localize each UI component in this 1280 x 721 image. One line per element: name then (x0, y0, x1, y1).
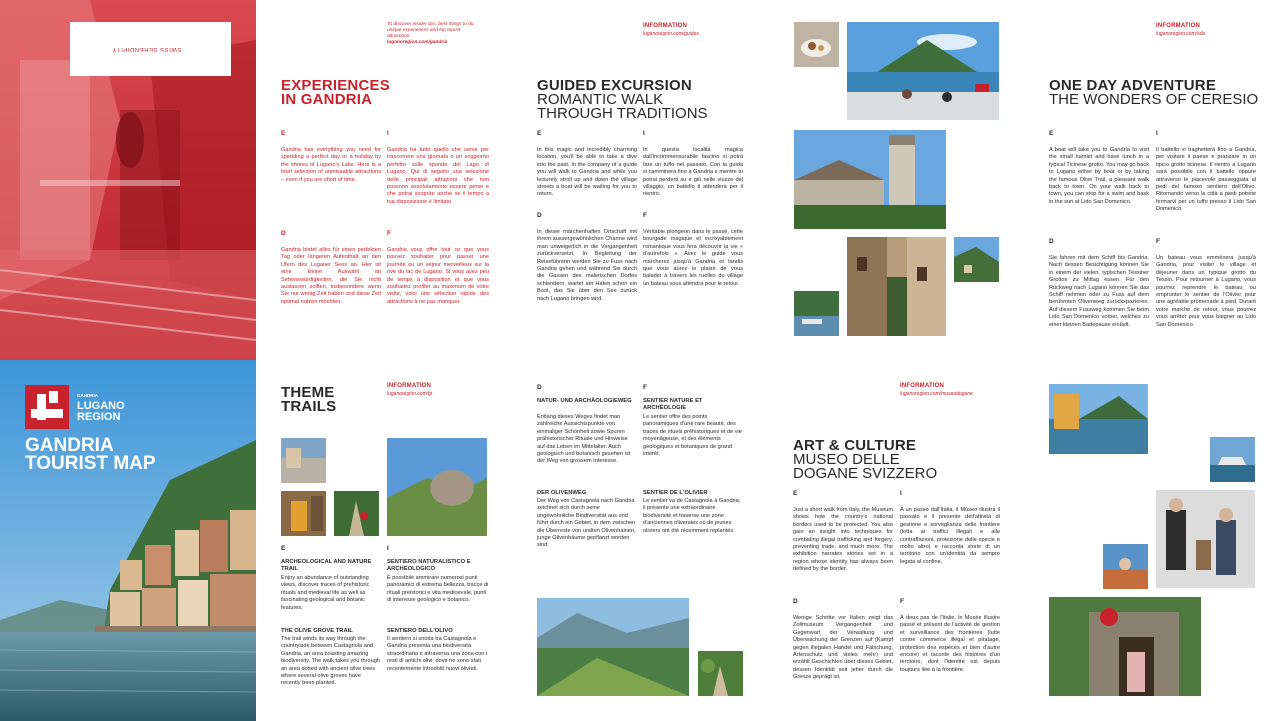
theme-d-h2: DER OLIVENWEG (537, 490, 587, 496)
adventure-info-link[interactable]: luganoregion.com/sda (1156, 31, 1206, 37)
adventure-f-text: Un bateau vous emmènera jusqu'à Gandria, pour visiter le village et déjeuner dans un typique grotto du Tessin. Pour retourner à Lugano, vous pourrez reprendre le bateau ou emprunter le sentier de l'Olivier pour une agréable promenade à pied. Durant votre marche de retour, vous pourrez vous arrêter pour vous baigner au Lido San Domenico. (1156, 255, 1256, 328)
guided-d-label: D (537, 212, 542, 219)
theme-df-panel (512, 360, 768, 721)
brand-line-2: REGION (77, 411, 121, 423)
art-info-link[interactable]: luganoregion.com/museodogane (900, 391, 973, 397)
theme-i-label: I (387, 545, 389, 552)
brand-line-1: LUGANO (77, 400, 125, 412)
photo-stairs (281, 438, 326, 483)
photo-boat-lake (847, 22, 999, 120)
guided-f-text: Véritable plongeon dans le passé, cette bourgade magique et incroyablement romantique vous fera découvrir la vie « d'autrefois ». Avec le guide vous marcherez jusqu'à Gandria et tandis que vous aurez le plaisir de vous balader à travers les ruelles du village un bateau vous attendra pour le retour. (643, 229, 743, 287)
guided-d-text: In dieser märchenhaften Ortschaft mit ihrem aussergewöhnlichen Charme wird man unweigerlich in die Vergangenheit zurückversetzt. In Begleitung der Reiseführerin werden Sie zu Fuss nach Gandria gehen und während Sie durch die Gassen des malerischen Dorfes schlendern, wartet am Hafen schon ein Boot, das Sie über den See zurück nach Lugano bringen wird. (537, 229, 637, 302)
theme-d-t1: Entlang dieses Weges findet man zahlreiche Aussichtspunkte von einmaliger Schönheit sowie Spuren prähistorischer Rituale und Hinweise auf das Leben im Mittelalter. Auch geologisch und botanisch gesehen ist der Weg von grossem Interesse. (537, 414, 631, 465)
guided-i-text: In questa località magica dall'incommensurabile fascino si potrà fare un tuffo nel passato. Con la guida si camminera fino a Gandria e mentre tu potrai perderti su e giù nelle viuzze del villaggio, un battello ti attenderà per il rientro. (643, 147, 743, 198)
theme-f-label: F (643, 384, 647, 391)
photo-forest-path (334, 491, 379, 536)
cover-title-1: GANDRIA (25, 435, 114, 456)
art-i-text: A un passo dall'Italia, il Museo illustra il passato e il presente dell'attività di gestione e sorveglianza delle frontiere (lotta ai traffici illegali e alle contraffazioni, protezione delle specie e molto altro) e racconta storie di un territorio con un'identità da sempre legata al confine. (900, 507, 1000, 565)
guided-subtitle-1: ROMANTIC WALK (537, 91, 664, 108)
intro-tip-text: To discover insider tips, best things to do, unique experiences and top tourist attractions: (387, 22, 475, 39)
experiences-panel (256, 0, 512, 360)
experiences-title: EXPERIENCES (281, 77, 390, 94)
exp-d-text: Gandria bietet alles für einen perfekten Tag oder längeren Aufenthalt an den Ufern des Luganer Sees an. Hier ist eine kleine Auswahl an Sehenswürdigkeiten, die Sie nicht auslassen sollten, insbesondere wenn Sie nur wenig Zeit haben und diese Zeit optimal nutzen möchten. (281, 247, 381, 305)
theme-f-h1: SENTIER NATURE ET ARCHÉOLOGIE (643, 398, 703, 411)
brand-logo (25, 385, 69, 429)
theme-i-h1: SENTIERO NATURALISTICO E ARCHEOLOGICO (387, 559, 471, 572)
exp-e-label: E (281, 130, 286, 137)
art-subtitle-2: DOGANE SVIZZERO (793, 465, 938, 482)
photo-rock-trail (387, 438, 487, 536)
guided-panel (512, 0, 768, 360)
photo-hillside (954, 237, 999, 282)
photo-collage-bottom (1024, 360, 1280, 721)
photo-patrol-boat (1210, 437, 1255, 482)
art-title: ART & CULTURE (793, 437, 917, 454)
guided-subtitle-2: THROUGH TRADITIONS (537, 105, 708, 122)
exp-f-label: F (387, 230, 391, 237)
exp-d-label: D (281, 230, 286, 237)
art-e-label: E (793, 490, 798, 497)
mirrored-tag: SWISS SERENDIPITY (112, 46, 182, 52)
theme-f-h2: SENTIER DE L'OLIVIER (643, 490, 708, 496)
photo-boats-dock (794, 291, 839, 336)
art-f-text: À deux pas de l'Italie, le Musée illustre passé et présent de l'activité de gestion et surveillance des frontières (lutte contre commerce illégal et piratage, protection des espèces et bien d'autre encore) et raconte des histoires d'un territoire, dont l'identité est depuis toujours liée à la frontière. (900, 615, 1000, 673)
theme-title-1: THEME (281, 384, 335, 401)
exp-e-text: Gandria has everything you need for spending a perfect day or a holiday by the shores of Lugano's Lake. Here is a brief selection of unmissable attractions – even if you are short of time. (281, 147, 381, 183)
brand-small: GANDRIA (77, 393, 98, 398)
cover-panel (0, 360, 256, 721)
theme-e-h2: THE OLIVE GROVE TRAIL (281, 628, 353, 634)
guided-e-text: In this magic and incredibly charming location, you'll be able to take a dive into the past. In the company of a guide you will walk to Gandria and while you leisurely stroll up and down the village streets a boat will be waiting for you to return. (537, 147, 637, 198)
photo-museum-entrance (1049, 597, 1201, 696)
art-f-label: F (900, 598, 904, 605)
theme-e-t1: Enjoy an abundance of outstanding views, discover traces of prehistoric rituals and medieval life as well as fascinating geological and botanic features. (281, 575, 370, 611)
exp-i-text: Gandria ha tutto quello che serve per trascorrere una giornata o un soggiorno perfetto sulle sponde del Lago di Lugano. Qui di seguito una selezione delle principali attrazioni che non possono assolutamente essere perse e che potrai scoprire anche se il tempo a tua disposizione è limitato. (387, 147, 489, 205)
intro-tip-link[interactable]: luganoregion.com/gandria (387, 40, 448, 45)
exp-i-label: I (387, 130, 389, 137)
experiences-title-2: IN GANDRIA (281, 91, 373, 108)
theme-panel (256, 360, 512, 721)
art-subtitle-1: MUSEO DELLE (793, 451, 900, 468)
theme-d-label: D (537, 384, 542, 391)
adventure-f-label: F (1156, 238, 1160, 245)
art-e-text: Just a short walk from Italy, the Museum shows how the country's national borders used to be protected. You also gain an insight into techniques for combating illegal trafficking and forgery, preventing trade, and much more. The exhibition narrates stories set in a region whose identity has always been defined by the border. (793, 507, 893, 573)
cover-title-2: TOURIST MAP (25, 453, 156, 474)
photo-museum-lake (1049, 384, 1148, 454)
intro-tip (387, 22, 477, 46)
art-d-text: Wenige Schritte vor Italien zeigt das Zollmuseum Vergangenheit und Gegenwart der Verwaltung und Überwachung der Grenzen auf (Kampf gegen illegalen Handel und Fälschung, Artenschutz und vieles mehr) und erzählt Geschichten über dieses Gebiet, dessen Identität seit jeher durch die Grenze geprägt ist. (793, 615, 893, 681)
theme-i-t1: È possibile ammirare numerosi punti panoramici di estrema bellezza, tracce di rituali preistorici e vita medioevale, punti di interesse geologico e botanico. (387, 575, 489, 604)
guided-title: GUIDED EXCURSION (537, 77, 692, 94)
photo-museum-mannequins (1156, 490, 1255, 588)
art-info-head: INFORMATION (900, 383, 945, 389)
guided-info-link[interactable]: luganoregion.com/guides (643, 31, 699, 37)
theme-e-h1: ARCHEOLOGICAL AND NATURE TRAIL (281, 559, 372, 572)
theme-info-head: INFORMATION (387, 383, 432, 389)
adventure-panel (1024, 0, 1280, 360)
theme-e-label: E (281, 545, 286, 552)
adventure-i-text: Il battello vi traghetterà fino a Gandria, per visitare il paese e pranzare in un tipico grotto ticinese. Il rientro a Lugano sarà possibile con il battello oppure attraverso le piacevole passeggiata al pedi del famoso sentiero dell'Olivo. Ritornando verso la città a piedi potrete fermarvi per un tuffo presso il Lido San Domenico. (1156, 147, 1256, 213)
adventure-e-label: E (1049, 130, 1054, 137)
adventure-info-head: INFORMATION (1156, 23, 1201, 29)
theme-e-t2: The trail winds its way through the countryside between Castagnola and Gandria, an area boasting amazing biodiversity. The walk takes you through an area dotted with ancient olive trees where several olive groves have recently been planted. (281, 636, 380, 687)
adventure-title: ONE DAY ADVENTURE (1049, 77, 1217, 94)
art-panel (768, 360, 1024, 721)
art-i-label: I (900, 490, 902, 497)
photo-boat-woman (1103, 544, 1148, 589)
theme-f-t2: Le sentier va de Castagnola à Gandria; il présente une extraordinaire biodiversité et traverse une zone d'anciennes oliveraies où de jeunes oliviers ont été récemment replantés. (643, 498, 741, 534)
adventure-i-label: I (1156, 130, 1158, 137)
adventure-subtitle: THE WONDERS OF CERESIO (1049, 91, 1259, 108)
lugano-cross-icon (25, 385, 69, 429)
theme-d-h1: NATUR- UND ARCHÄOLOGIEWEG (537, 398, 632, 404)
photo-village-alley (847, 237, 946, 336)
guided-e-label: E (537, 130, 542, 137)
theme-f-t1: Le sentier offre des points panoramiques d'une rare beauté, des traces de rituels préhistoriques et de vie moyenâgeuse, et des éléments géologiques et botaniques de grand intérêt. (643, 414, 742, 458)
theme-info-link[interactable]: luganoregion.com/tp (387, 391, 433, 397)
mirrored-tag-box (70, 22, 231, 76)
adventure-e-text: A boat will take you to Gandria to visit the small hamlet and have lunch in a typical Ticinese grotto. You may go back to Lugano either by boat or by taking the famous Olive Trail, a pleasant walk back to town. On your walk back to town, you can stop for a swim and bask in the sun at Lido San Domenico. (1049, 147, 1149, 205)
photo-collage-top (768, 0, 1024, 360)
cover-red-photo (0, 0, 256, 360)
theme-title-2: TRAILS (281, 398, 337, 415)
photo-church-tower (794, 130, 946, 229)
adventure-d-label: D (1049, 238, 1054, 245)
guided-info-head: INFORMATION (643, 23, 688, 29)
photo-food (794, 22, 839, 67)
photo-olive-path (698, 651, 743, 696)
art-d-label: D (793, 598, 798, 605)
theme-d-t2: Der Weg von Castagnola nach Gandria zeichnet sich durch seine ungewöhnliche Biodiversität aus und führt durch ein Gebiet, in dem zwischen die Überreste von uralten Olivenhainen, junge Olivenbäume gepflanzt worden sind. (537, 498, 636, 549)
guided-f-label: F (643, 212, 647, 219)
theme-i-t2: Il sentiero si snoda tra Castagnola e Gandria presenta una biodiversità straordinaria e attraversa una zona con i resti di antichi olivi, dove ne sono stati recentemente introdotti nuovi olivieti. (387, 636, 488, 672)
exp-f-text: Gandria vous offre tout ce que vous pouvez souhaiter pour passer une journée ou un séjour merveilleux sur la rive du lac de Lugano. Si vous avez peu de temps à disposition et que vous souhaitez profiter au maximum de votre visite, voici une sélection rapide des attractions à ne pas manquer. (387, 247, 489, 305)
adventure-d-text: Sie fahren mit dem Schiff bis Gandria. Nach dessen Besichtigung können Sie in einem der vielen, typischen Tessiner Grottos zu Mittag essen. Für den Rückweg nach Lugano können Sie das Schiff nehmen oder zu Fuss auf dem berühmten Olivenweg zurückspazieren. Auf diesem Fussweg kommen Sie beim Lido San Domenico vorbei, welches zu einer kleinen Badepause einlädt. (1049, 255, 1149, 328)
photo-house-door (281, 491, 326, 536)
guided-i-label: I (643, 130, 645, 137)
theme-i-h2: SENTIERO DELL'OLIVO (387, 628, 453, 634)
photo-lake-panorama (537, 598, 689, 696)
